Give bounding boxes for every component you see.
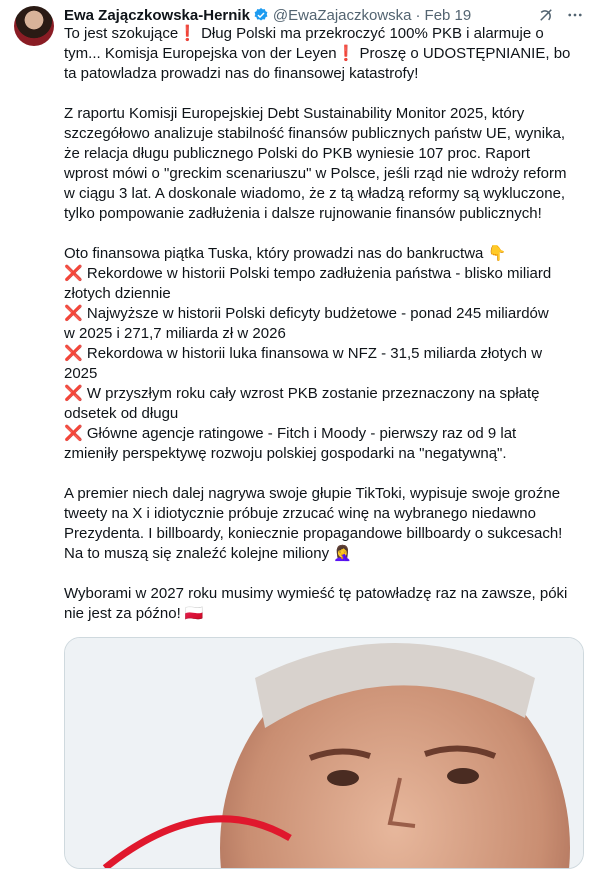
- author-avatar[interactable]: [14, 6, 54, 46]
- text-line: nie jest za późno! 🇵🇱: [64, 605, 204, 622]
- list-item: [64, 344, 584, 364]
- list-item-text: Główne agencje ratingowe - Fitch i Moody - pierwszy raz od 9 lat: [86, 425, 517, 442]
- list-item: [64, 264, 584, 284]
- list-item-continuation: odsetek od długu: [64, 405, 179, 422]
- tweet-date[interactable]: Feb 19: [424, 6, 472, 24]
- tweet-media-photo[interactable]: [64, 637, 584, 869]
- list-item-text: Rekordowe w historii Polski tempo zadłużenia państwa - blisko miliard: [86, 265, 552, 282]
- cross-mark-icon: ❌: [64, 425, 83, 442]
- text-line: wprost mówi o "greckim scenariuszu" w Polsce, jeśli rząd nie wdroży reform: [64, 165, 567, 182]
- tweet-header: [64, 5, 471, 25]
- text-line: To jest szokujące❗ Dług Polski ma przekroczyć 100% PKB i alarmuje o: [64, 25, 544, 42]
- text-line: Wyborami w 2027 roku musimy wymieść tę patowładzę raz na zawsze, póki: [64, 585, 568, 602]
- grok-icon[interactable]: [535, 4, 557, 26]
- list-item-text: W przyszłym roku cały wzrost PKB zostanie przeznaczony na spłatę: [86, 385, 540, 402]
- list-item: [64, 424, 584, 444]
- verified-badge-icon: [253, 7, 269, 23]
- text-line: ta patowladza prowadzi nas do finansowej katastrofy!: [64, 65, 419, 82]
- cross-mark-icon: ❌: [64, 385, 83, 402]
- text-line: A premier niech dalej nagrywa swoje głupie TikToki, wypisuje swoje groźne: [64, 485, 561, 502]
- text-line: Prezydenta. I billboardy, koniecznie propagandowe billboardy o sukcesach!: [64, 525, 563, 542]
- author-handle[interactable]: @EwaZajaczkowska: [272, 6, 412, 24]
- header-separator: ·: [415, 6, 421, 24]
- text-line: Na to muszą się znaleźć kolejne miliony 🤦‍♀️: [64, 545, 352, 562]
- author-name[interactable]: Ewa Zajączkowska-Hernik: [64, 6, 250, 24]
- list-item-continuation: zmieniły perspektywę rozwoju polskiej gospodarki na "negatywną".: [64, 445, 507, 462]
- list-intro: Oto finansowa piątka Tuska, który prowadzi nas do bankructwa 👇: [64, 245, 507, 262]
- cross-mark-icon: ❌: [64, 305, 83, 322]
- list-item-text: Rekordowa w historii luka finansowa w NFZ - 31,5 miliarda złotych w: [86, 345, 543, 362]
- text-line: szczegółowo analizuje stabilność finansów publicznych państw UE, wynika,: [64, 125, 566, 142]
- list-item: [64, 304, 584, 324]
- text-line: tweety na X i idiotycznie próbuje zrzucać winę na wybranego niedawno: [64, 505, 536, 522]
- list-item-text: Najwyższe w historii Polski deficyty budżetowe - ponad 245 miliardów: [86, 305, 549, 322]
- list-item-continuation: złotych dziennie: [64, 285, 171, 302]
- photo-portrait: [65, 638, 583, 868]
- text-line: w ciągu 3 lat. A doskonale wiadomo, że z tą władzą reformy są wykluczone,: [64, 185, 566, 202]
- list-item: [64, 384, 584, 404]
- cross-mark-icon: ❌: [64, 265, 83, 282]
- cross-mark-icon: ❌: [64, 345, 83, 362]
- text-line: Z raportu Komisji Europejskiej Debt Sustainability Monitor 2025, który: [64, 105, 525, 122]
- text-line: że relacja długu publicznego Polski do PKB wyniesie 107 proc. Raport: [64, 145, 531, 162]
- more-icon[interactable]: [564, 4, 586, 26]
- list-item-continuation: 2025: [64, 365, 98, 382]
- list-item-continuation: w 2025 i 271,7 miliarda zł w 2026: [64, 325, 286, 342]
- tweet-text: [64, 24, 584, 624]
- text-line: tym... Komisja Europejska von der Leyen❗ Proszę o UDOSTĘPNIANIE, bo: [64, 45, 571, 62]
- text-line: tylko pompowanie zadłużenia i dalsze rujnowanie finansów publicznych!: [64, 205, 542, 222]
